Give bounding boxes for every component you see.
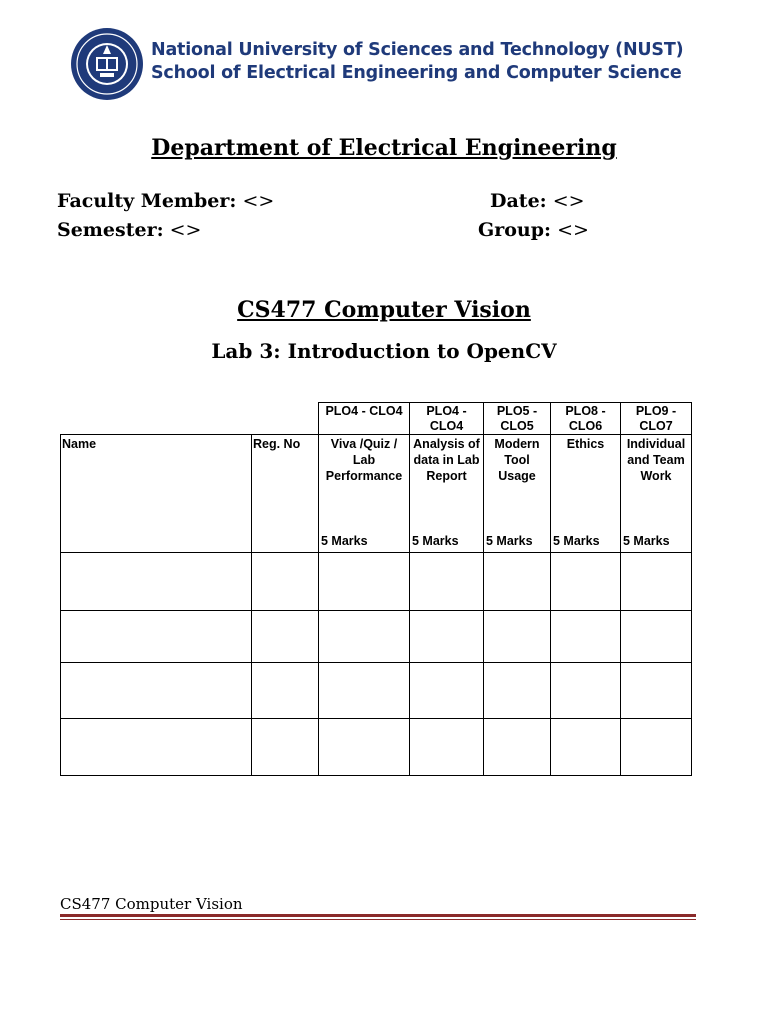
score-cell[interactable] <box>551 553 621 611</box>
marks-label: 5 Marks <box>412 534 459 548</box>
faculty-label: Faculty Member: <box>57 190 237 212</box>
reg-no-cell[interactable] <box>252 553 319 611</box>
plo-header-row <box>61 403 692 435</box>
score-cell[interactable] <box>410 719 484 776</box>
reg-no-cell[interactable] <box>252 611 319 663</box>
score-cell[interactable] <box>484 553 551 611</box>
name-cell[interactable] <box>61 611 252 663</box>
name-header-label: Name <box>62 437 97 451</box>
plo-header: PLO5 - CLO5 <box>484 403 551 435</box>
score-cell[interactable] <box>551 611 621 663</box>
criterion-header <box>484 435 551 553</box>
grading-table <box>60 402 692 776</box>
criterion-header <box>621 435 692 553</box>
lab-title: Lab 3: Introduction to OpenCV <box>211 339 557 363</box>
name-cell[interactable] <box>61 719 252 776</box>
score-cell[interactable] <box>410 663 484 719</box>
reg-no-cell[interactable] <box>252 719 319 776</box>
marks-label: 5 Marks <box>486 534 533 548</box>
semester-label: Semester: <box>57 219 164 241</box>
faculty-value: <> <box>242 190 275 212</box>
table-row <box>61 611 692 663</box>
score-cell[interactable] <box>319 553 410 611</box>
score-cell[interactable] <box>621 663 692 719</box>
date-label: Date: <box>490 190 547 212</box>
score-cell[interactable] <box>484 611 551 663</box>
reg-no-header <box>252 435 319 553</box>
group-label: Group: <box>478 219 552 241</box>
footer-rule <box>60 914 696 917</box>
plo-header: PLO9 - CLO7 <box>621 403 692 435</box>
criterion-header <box>410 435 484 553</box>
date <box>490 190 585 212</box>
marks-label: 5 Marks <box>553 534 600 548</box>
faculty-member <box>57 190 274 212</box>
blank-cell <box>61 403 252 435</box>
footer-course-title: CS477 Computer Vision <box>60 895 243 913</box>
course-title: CS477 Computer Vision <box>237 297 531 323</box>
score-cell[interactable] <box>551 663 621 719</box>
score-cell[interactable] <box>319 663 410 719</box>
table-row <box>61 663 692 719</box>
plo-header: PLO8 - CLO6 <box>551 403 621 435</box>
semester-value: <> <box>169 219 202 241</box>
footer-rule <box>60 919 696 920</box>
reg-no-cell[interactable] <box>252 663 319 719</box>
name-header <box>61 435 252 553</box>
group-value: <> <box>557 219 589 241</box>
score-cell[interactable] <box>621 553 692 611</box>
reg-no-header-label: Reg. No <box>253 437 301 451</box>
score-cell[interactable] <box>319 611 410 663</box>
university-name: National University of Sciences and Technology (NUST) <box>151 40 684 60</box>
score-cell[interactable] <box>410 611 484 663</box>
name-cell[interactable] <box>61 553 252 611</box>
marks-label: 5 Marks <box>321 534 368 548</box>
semester <box>57 219 201 241</box>
score-cell[interactable] <box>410 553 484 611</box>
score-cell[interactable] <box>484 719 551 776</box>
group <box>478 219 589 241</box>
date-value: <> <box>552 190 585 212</box>
plo-header: PLO4 - CLO4 <box>319 403 410 435</box>
marks-label: 5 Marks <box>623 534 670 548</box>
blank-cell <box>252 403 319 435</box>
criteria-header-row <box>61 435 692 553</box>
score-cell[interactable] <box>319 719 410 776</box>
score-cell[interactable] <box>484 663 551 719</box>
table-row <box>61 719 692 776</box>
table-row <box>61 553 692 611</box>
score-cell[interactable] <box>621 611 692 663</box>
score-cell[interactable] <box>621 719 692 776</box>
name-cell[interactable] <box>61 663 252 719</box>
plo-header: PLO4 - CLO4 <box>410 403 484 435</box>
school-name: School of Electrical Engineering and Computer Science <box>151 63 682 83</box>
criterion-label: Individual and Team Work <box>626 437 686 483</box>
university-seal-icon <box>70 27 144 101</box>
score-cell[interactable] <box>551 719 621 776</box>
department-title: Department of Electrical Engineering <box>151 135 617 161</box>
criterion-label: Analysis of data in Lab Report <box>413 437 480 483</box>
criterion-label: Ethics <box>566 437 605 451</box>
criterion-header <box>319 435 410 553</box>
criterion-label: Viva /Quiz / Lab Performance <box>325 437 403 483</box>
criterion-label: Modern Tool Usage <box>494 437 540 483</box>
criterion-header <box>551 435 621 553</box>
